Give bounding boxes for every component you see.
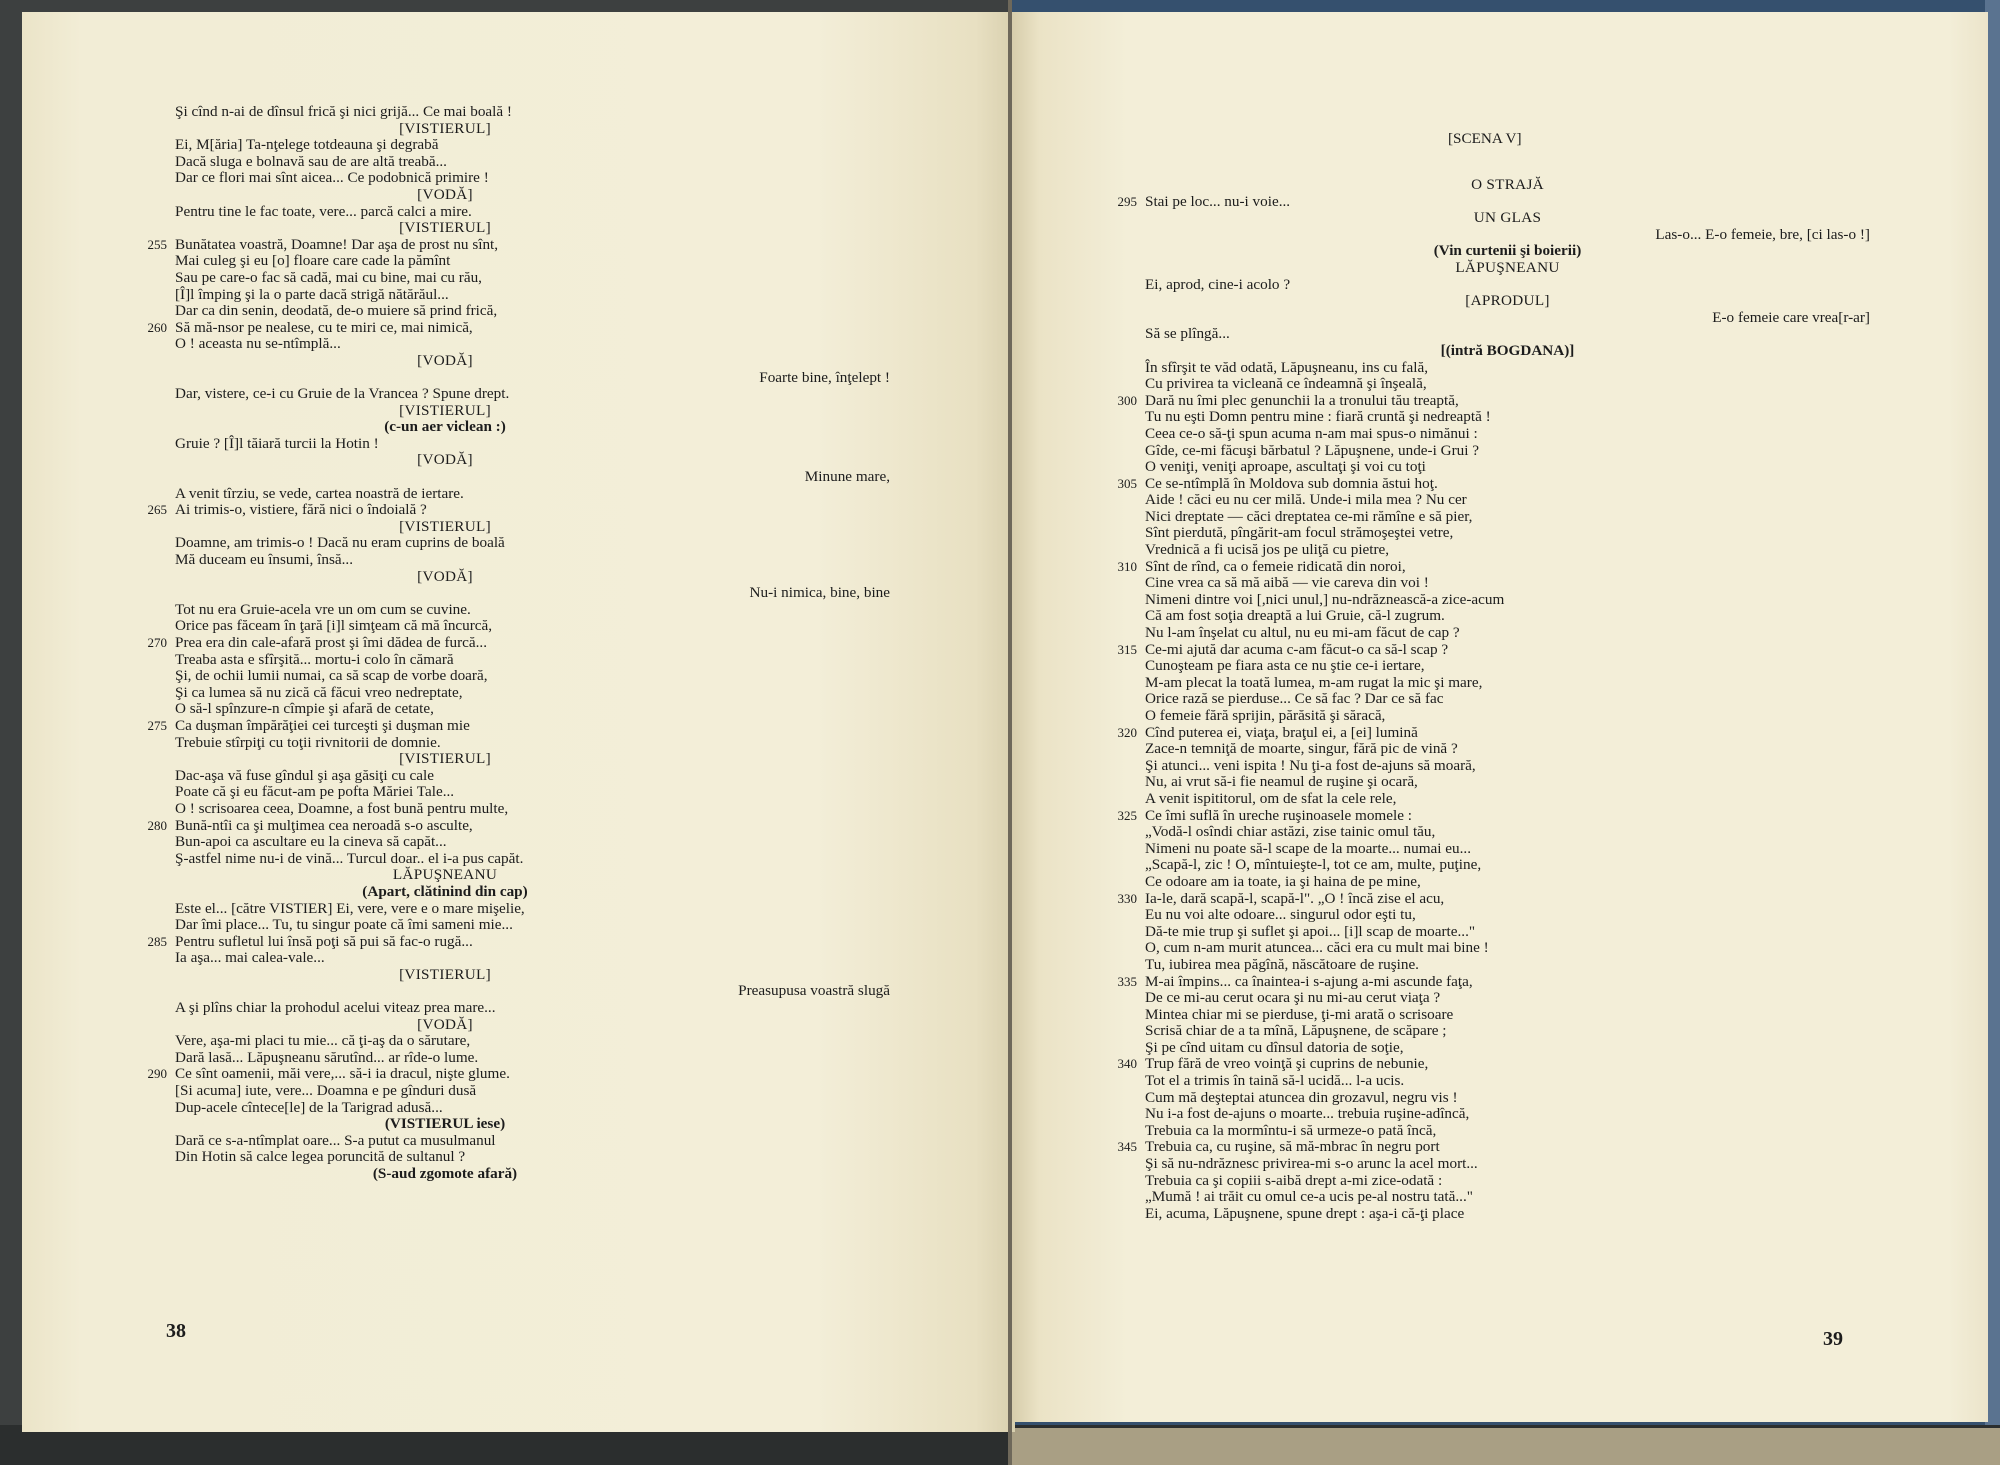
verse-line	[147, 318, 715, 337]
line-text: Scrisă chiar de a ta mînă, Lăpuşnene, de scăpare ;	[1145, 1022, 1447, 1040]
verse-line	[175, 851, 715, 868]
line-text: Bun-apoi ca ascultare eu la cineva să capăt...	[175, 833, 447, 851]
stage-direction	[175, 1166, 715, 1183]
verse-line	[175, 336, 715, 353]
line-text: Mă duceam eu însumi, însă...	[175, 551, 353, 569]
verse-line	[1145, 542, 1870, 559]
verse-line	[1145, 957, 1870, 974]
line-number: 285	[147, 933, 167, 949]
line-text: Tu, iubirea mea păgînă, născătoare de ruşine.	[1145, 955, 1419, 973]
line-text: Tot el a trimis în taină să-l ucidă... l-a ucis.	[1145, 1072, 1405, 1090]
line-text: O ! aceasta nu se-ntîmplă...	[175, 335, 341, 353]
line-number: 305	[1117, 475, 1137, 491]
verse-line	[1145, 1090, 1870, 1107]
verse-line	[1145, 625, 1870, 642]
line-text: LĂPUŞNEANU	[1455, 258, 1560, 276]
verse-line	[175, 204, 715, 221]
line-text: Nimeni dintre voi [,nici unul,] nu-ndrăznească-a zice-acum	[1145, 590, 1505, 608]
line-text: Dară lasă... Lăpuşneanu sărutînd... ar rîde-o lume.	[175, 1048, 479, 1066]
line-text: A şi plîns chiar la prohodul acelui viteaz prea mare...	[175, 999, 496, 1017]
line-text: Ceea ce-o să-ţi spun acuma n-am mai spus-o nimănui :	[1145, 424, 1478, 442]
verse-line	[175, 287, 715, 304]
line-text: Nimeni nu poate să-l scape de la moarte... numai eu...	[1145, 839, 1471, 857]
line-text: Şi cînd n-ai de dînsul frică şi nici grijă... Ce mai boală !	[175, 103, 512, 120]
line-text: Dară nu îmi plec genunchii la a tronului tău treaptă,	[1145, 391, 1459, 409]
line-text: (Apart, clătinind din cap)	[362, 882, 528, 900]
line-text: Treaba asta e sfîrşită... mortu-i colo în cămară	[175, 650, 454, 668]
line-text: [VISTIERUL]	[399, 517, 491, 535]
line-text: Bună-ntîi ca şi mulţimea cea neroadă s-o asculte,	[175, 816, 473, 834]
verse-line	[175, 917, 715, 934]
line-text: Poate că şi eu făcut-am pe pofta Măriei Tale...	[175, 783, 455, 801]
verse-line	[175, 652, 715, 669]
speaker-label	[175, 751, 715, 768]
verse-line	[175, 469, 890, 486]
verse-line	[1145, 1040, 1870, 1057]
speaker-label	[1145, 210, 1870, 227]
verse-line	[1117, 640, 1870, 659]
verse-line	[1117, 557, 1870, 576]
verse-line	[175, 1133, 715, 1150]
line-text: [VODĂ]	[417, 185, 473, 203]
verse-line	[1117, 391, 1870, 410]
verse-line	[175, 685, 715, 702]
verse-line	[175, 154, 715, 171]
line-text: Ce-mi ajută dar acuma c-am făcut-o ca să-l scap ?	[1145, 640, 1449, 658]
line-text: Dar ca din senin, deodată, de-o muiere să prind frică,	[175, 302, 498, 320]
line-text: „Vodă-l osîndi chiar astăzi, zise tainic omul tău,	[1145, 823, 1436, 841]
verse-line	[1145, 691, 1870, 708]
line-text: „Scapă-l, zic ! O, mîntuieşte-l, tot ce am, multe, puţine,	[1145, 856, 1482, 874]
line-number: 275	[147, 717, 167, 733]
line-text: Aide ! căci eu nu cer milă. Unde-i mila mea ? Nu cer	[1145, 491, 1467, 509]
line-number: 310	[1117, 558, 1137, 574]
verse-line	[1117, 474, 1870, 493]
verse-line	[175, 1050, 715, 1067]
line-text: Trebuia ca la mormîntu-i să urmeze-o pată încă,	[1145, 1121, 1437, 1139]
verse-line	[175, 701, 715, 718]
line-text: Bunătatea voastră, Doamne! Dar aşa de prost nu sînt,	[175, 235, 499, 253]
verse-line	[1117, 723, 1870, 742]
line-text: [(intră BOGDANA)]	[1440, 341, 1575, 359]
line-text: Nu-i nimica, bine, bine	[749, 584, 890, 602]
verse-line	[1145, 1156, 1870, 1173]
verse-line	[175, 535, 715, 552]
scene-heading: [SCENA V]	[1448, 130, 1522, 147]
verse-line	[1117, 806, 1870, 825]
line-text: Cînd puterea ei, viaţa, braţul ei, a [ei] lumină	[1145, 723, 1418, 741]
verse-line	[1145, 1189, 1870, 1206]
verse-line	[175, 303, 715, 320]
page-number-left: 38	[166, 1320, 186, 1342]
verse-line	[1145, 376, 1870, 393]
line-text: LĂPUŞNEANU	[392, 866, 498, 884]
line-text: Trebuia ca şi copiii s-aibă drept a-mi zice-odată :	[1145, 1171, 1443, 1189]
line-text: Las-o... E-o femeie, bre, [ci las-o !]	[1655, 225, 1870, 243]
verse-line	[1145, 575, 1870, 592]
line-text: Vere, aşa-mi placi tu mie... că ţi-aş da o sărutare,	[175, 1032, 471, 1050]
verse-line	[1145, 277, 1870, 294]
line-text: Dă-te mie trup şi suflet şi apoi... [i]l scap de moarte..."	[1145, 922, 1476, 940]
stage-direction	[175, 1116, 715, 1133]
line-text: A venit tîrziu, se vede, cartea noastră de iertare.	[175, 484, 464, 502]
verse-line	[1145, 907, 1870, 924]
verse-line	[175, 901, 715, 918]
verse-line	[1145, 443, 1870, 460]
line-number: 270	[147, 635, 167, 650]
verse-line	[1117, 972, 1870, 991]
line-text: Şi pe cînd uitam cu dînsul datoria de soţie,	[1145, 1038, 1404, 1056]
verse-line	[175, 104, 715, 121]
speaker-label	[175, 121, 715, 138]
verse-line	[1145, 940, 1870, 957]
line-text: În sfîrşit te văd odată, Lăpuşneanu, ins cu fală,	[1145, 358, 1428, 376]
verse-line	[175, 834, 715, 851]
line-text: [VISTIERUL]	[399, 119, 491, 137]
line-text: Doamne, am trimis-o ! Dacă nu eram cuprins de boală	[175, 534, 505, 552]
line-number: 300	[1117, 392, 1137, 408]
line-text: Ce sînt oamenii, măi vere,... să-i ia dracul, nişte glume.	[175, 1065, 510, 1083]
line-text: Să se plîngă...	[1145, 325, 1230, 343]
line-text: Nu i-a fost de-ajuns o moarte... trebuia ruşine-adîncă,	[1145, 1105, 1470, 1123]
line-text: Gruie ? [Î]l tăiară turcii la Hotin !	[175, 434, 379, 452]
line-text: Nu l-am înşelat cu altul, nu eu mi-am făcut de cap ?	[1145, 624, 1460, 642]
stage-direction	[1145, 243, 1870, 260]
verse-line	[147, 1065, 715, 1083]
verse-line	[175, 370, 890, 387]
speaker-label	[175, 187, 715, 204]
page-number-right: 39	[1823, 1328, 1843, 1350]
verse-line	[1145, 708, 1870, 725]
line-text: Mintea chiar mi se pierduse, ţi-mi arată o scrisoare	[1145, 1005, 1454, 1023]
verse-line	[175, 270, 715, 287]
verse-line	[1145, 824, 1870, 841]
line-text: UN GLAS	[1473, 209, 1542, 227]
verse-line	[1145, 459, 1870, 476]
line-number: 345	[1117, 1139, 1137, 1155]
line-text: Şi, de ochii lumii numai, ca să scap de vorbe doară,	[175, 667, 488, 685]
verse-line	[1145, 326, 1870, 343]
line-text: [VISTIERUL]	[399, 750, 491, 768]
line-text: Dar, vistere, ce-i cu Gruie de la Vrancea ? Spune drept.	[175, 385, 510, 403]
line-text: Să mă-nsor pe nealese, cu te miri ce, mai nimică,	[175, 318, 473, 336]
line-text: E-o femeie care vrea[r-ar]	[1712, 308, 1870, 326]
verse-line	[175, 801, 715, 818]
line-number: 330	[1117, 890, 1137, 906]
verse-line	[175, 386, 715, 403]
left-page-text	[147, 103, 890, 1183]
verse-line	[1145, 1173, 1870, 1190]
line-number: 325	[1117, 807, 1137, 823]
verse-line	[1145, 1106, 1870, 1123]
line-text: Gîde, ce-mi făcuşi bărbatul ? Lăpuşnene, unde-i Grui ?	[1145, 441, 1479, 459]
verse-line	[175, 1149, 715, 1166]
verse-line	[1145, 791, 1870, 808]
speaker-label	[175, 519, 715, 536]
speaker-label	[175, 353, 715, 370]
line-number: 315	[1117, 641, 1137, 657]
line-text: Dup-acele cîntece[le] de la Tarigrad adusă...	[175, 1098, 443, 1116]
line-text: Trup fără de vreo voinţă şi cuprins de nebunie,	[1145, 1055, 1429, 1073]
line-text: Ce se-ntîmplă în Moldova sub domnia ăstui hoţ.	[1145, 474, 1438, 492]
line-number: 295	[1117, 193, 1137, 209]
line-text: Nici dreptate — căci dreptatea ce-mi rămîne e să pier,	[1145, 507, 1473, 525]
line-text: Ce odoare am ia toate, ia şi haina de pe mine,	[1145, 872, 1421, 890]
line-text: Ia-le, dară scapă-l, scapă-l". „O ! încă zise el acu,	[1145, 889, 1445, 907]
line-text: Ei, aprod, cine-i acolo ?	[1145, 275, 1291, 293]
verse-line	[175, 668, 715, 685]
page-edges	[1010, 1428, 2000, 1465]
line-number: 260	[147, 319, 167, 335]
line-text: Trebuie stîrpiţi cu toţii rivnitorii de domnie.	[175, 733, 441, 751]
line-text: De ce mi-au cerut ocara şi nu mi-au cerut viaţa ?	[1145, 989, 1441, 1007]
line-text: O veniţi, veniţi aproape, ascultaţi şi voi cu toţi	[1145, 458, 1426, 476]
line-text: Dar îmi place... Tu, tu singur poate că îmi sameni mie...	[175, 916, 513, 934]
verse-line	[147, 235, 715, 254]
line-text: Prea era din cale-afară prost şi îmi dădea de furcă...	[175, 634, 488, 651]
verse-line	[147, 716, 715, 735]
verse-line	[175, 950, 715, 967]
speaker-label	[1145, 177, 1870, 194]
stage-direction	[175, 884, 715, 901]
line-text: Şi să nu-ndrăznesc privirea-mi s-o arunc la acel mort...	[1145, 1155, 1478, 1173]
line-text: (Vin curtenii şi boierii)	[1433, 242, 1582, 260]
line-text: Orice pas făceam în ţară [i]l simţeam că mă încurcă,	[175, 617, 493, 635]
line-text: O femeie fără sprijin, părăsită şi săracă,	[1145, 707, 1386, 724]
verse-line	[175, 585, 890, 602]
line-text: Ei, acuma, Lăpuşnene, spune drept : aşa-i că-ţi place	[1145, 1204, 1465, 1222]
speaker-label	[175, 452, 715, 469]
line-text: [APRODUL]	[1465, 292, 1550, 310]
line-text: A venit ispititorul, om de sfat la cele rele,	[1145, 789, 1397, 807]
line-text: Cunoşteam pe fiara asta ce nu ştie ce-i iertare,	[1145, 657, 1425, 675]
line-number: 265	[147, 502, 167, 518]
verse-line	[1145, 1073, 1870, 1090]
line-text: Că am fost soţia dreaptă a lui Gruie, că-l zugrum.	[1145, 607, 1445, 625]
verse-line	[1145, 310, 1870, 327]
verse-line	[175, 486, 715, 503]
verse-line	[147, 932, 715, 951]
line-text: Cine vrea ca să mă aibă — vie careva din voi !	[1145, 574, 1429, 592]
line-number: 320	[1117, 724, 1137, 740]
line-text: Mai culeg şi eu [o] floare care cade la pămînt	[175, 252, 451, 270]
line-text: „Mumă ! ai trăit cu omul ce-a ucis pe-al nostru tată..."	[1145, 1188, 1473, 1206]
line-text: [VISTIERUL]	[399, 965, 491, 983]
verse-line	[1145, 492, 1870, 509]
line-text: Şi atunci... veni ispita ! Nu ţi-a fost de-ajuns să moară,	[1145, 756, 1476, 774]
line-text: Şi ca lumea să nu zică că făcui vreo nedreptate,	[175, 683, 463, 701]
verse-line	[175, 1033, 715, 1050]
verse-line	[175, 552, 715, 569]
line-text: Dac-aşa vă fuse gîndul şi aşa găsiţi cu cale	[175, 766, 434, 784]
line-text: (S-aud zgomote afară)	[372, 1165, 518, 1182]
line-text: Este el... [către VISTIER] Ei, vere, vere e o mare mişelie,	[175, 899, 525, 917]
line-text: Cum mă deşteptai atuncea din grozavul, negru vis !	[1145, 1088, 1458, 1106]
book-gutter	[1008, 0, 1012, 1465]
verse-line	[1145, 658, 1870, 675]
line-text: O STRAJĂ	[1471, 176, 1544, 193]
stage-direction	[1145, 343, 1870, 360]
line-text: Sînt pierdută, pîngărit-am focul strămoşeştei vetre,	[1145, 524, 1454, 542]
verse-line	[175, 137, 715, 154]
verse-line	[1145, 525, 1870, 542]
line-text: (c-un aer viclean :)	[384, 418, 506, 436]
line-text: Dar ce flori mai sînt aicea... Ce podobnică primire !	[175, 169, 489, 187]
verse-line	[1145, 1206, 1870, 1223]
line-text: Pentru tine le fac toate, vere... parcă calci a mire.	[175, 202, 472, 220]
line-text: (VISTIERUL iese)	[384, 1115, 506, 1133]
verse-line	[1145, 924, 1870, 941]
line-text: [VODĂ]	[417, 351, 473, 369]
verse-line	[1145, 409, 1870, 426]
verse-line	[1145, 1123, 1870, 1140]
line-text: [VODĂ]	[417, 567, 473, 585]
line-text: [VODĂ]	[417, 451, 473, 469]
verse-line	[1145, 608, 1870, 625]
speaker-label	[175, 403, 715, 420]
line-text: O să-l spînzure-n cîmpie şi afară de cetate,	[175, 700, 434, 718]
verse-line	[147, 501, 715, 519]
line-number: 335	[1117, 973, 1137, 989]
verse-line	[175, 1083, 715, 1100]
verse-line	[1145, 509, 1870, 526]
verse-line	[1145, 741, 1870, 758]
verse-line	[1145, 874, 1870, 891]
speaker-label	[175, 1017, 715, 1034]
line-text: Tot nu era Gruie-acela vre un om cum se cuvine.	[175, 600, 471, 618]
stage-direction	[175, 419, 715, 436]
line-number: 340	[1117, 1056, 1137, 1072]
speaker-label	[1145, 260, 1870, 277]
line-text: Ei, M[ăria] Ta-nţelege totdeauna şi degrabă	[175, 136, 439, 154]
verse-line	[175, 618, 715, 635]
verse-line	[175, 1000, 715, 1017]
line-text: [Si acuma] iute, vere... Doamna e pe gînduri dusă	[175, 1082, 477, 1100]
line-text: Trebuia ca, cu ruşine, să mă-mbrac în negru port	[1145, 1138, 1440, 1156]
speaker-label	[175, 220, 715, 237]
verse-line	[175, 768, 715, 785]
verse-line	[175, 735, 715, 752]
verse-line	[1145, 592, 1870, 609]
verse-line	[147, 816, 715, 835]
line-text: Orice rază se pierduse... Ce să fac ? Dar ce să fac	[1145, 690, 1444, 708]
verse-line	[1145, 227, 1870, 244]
line-text: Foarte bine, înţelept !	[759, 368, 890, 386]
line-text: Ia aşa... mai calea-vale...	[175, 949, 325, 967]
line-text: M-am plecat la toată lumea, m-am rugat la mic şi mare,	[1145, 673, 1483, 691]
line-text: M-ai împins... ca înaintea-i s-ajung a-mi ascunde faţa,	[1145, 972, 1473, 990]
line-text: Tu nu eşti Domn pentru mine : fiară cruntă şi nedreaptă !	[1145, 408, 1491, 426]
verse-line	[1117, 192, 1870, 211]
line-text: O ! scrisoarea ceea, Doamne, a fost bună pentru multe,	[175, 799, 509, 817]
line-text: Cu privirea ta vicleană ce îndeamnă şi înşeală,	[1145, 375, 1427, 393]
verse-line	[1117, 1138, 1870, 1156]
line-number: 280	[147, 817, 167, 833]
verse-line	[1145, 1007, 1870, 1024]
line-text: Ce îmi suflă în ureche ruşinoasele momele :	[1145, 806, 1412, 824]
speaker-label	[1145, 293, 1870, 310]
verse-line	[175, 983, 890, 1000]
verse-line	[1117, 1055, 1870, 1073]
line-text: O, cum n-am murit atuncea... căci era cu mult mai bine !	[1145, 939, 1489, 957]
line-text: Sau pe care-o fac să cadă, mai cu bine, mai cu rău,	[175, 268, 482, 286]
verse-line	[1145, 675, 1870, 692]
verse-line	[175, 253, 715, 270]
line-text: [VISTIERUL]	[399, 219, 491, 237]
verse-line	[1145, 1023, 1870, 1040]
verse-line	[1145, 758, 1870, 775]
line-text: [VISTIERUL]	[399, 401, 491, 419]
line-text: Zace-n temniţă de moarte, singur, fără pic de vină ?	[1145, 740, 1458, 758]
line-text: Ai trimis-o, vistiere, fără nici o îndoială ?	[175, 501, 427, 519]
verse-line	[1145, 360, 1870, 377]
line-text: [Î]l împing şi la o parte dacă strigă nătărăul...	[175, 285, 449, 303]
line-text: Minune mare,	[804, 468, 890, 486]
line-text: Pentru sufletul lui însă poţi să pui să fac-o rugă...	[175, 932, 473, 950]
verse-line	[1145, 841, 1870, 858]
speaker-label	[175, 867, 715, 884]
line-text: Vrednică a fi ucisă jos pe uliţă cu pietre,	[1145, 541, 1390, 559]
verse-line	[175, 784, 715, 801]
line-text: Eu nu voi alte odoare... singurul odor eşti tu,	[1145, 906, 1416, 924]
verse-line	[1145, 774, 1870, 791]
verse-line	[175, 436, 715, 453]
verse-line	[1145, 857, 1870, 874]
verse-line	[175, 602, 715, 619]
line-number: 290	[147, 1066, 167, 1082]
line-text: Sînt de rînd, ca o femeie ridicată din noroi,	[1145, 557, 1406, 575]
verse-line	[175, 1100, 715, 1117]
line-text: Preasupusa voastră slugă	[738, 982, 890, 1000]
verse-line	[1145, 426, 1870, 443]
verse-line	[175, 170, 715, 187]
verse-line	[1145, 990, 1870, 1007]
line-text: Stai pe loc... nu-i voie...	[1145, 192, 1291, 210]
line-text: Dacă sluga e bolnavă sau de are altă treabă...	[175, 152, 447, 170]
line-text: Ş-astfel nime nu-i de vină... Turcul doar.. el i-a pus capăt.	[175, 849, 524, 867]
speaker-label	[175, 967, 715, 984]
right-page-text	[1117, 176, 1870, 1222]
line-text: Dară ce s-a-ntîmplat oare... S-a putut ca musulmanul	[175, 1131, 496, 1149]
verse-line	[1117, 889, 1870, 908]
line-text: Din Hotin să calce legea poruncită de sultanul ?	[175, 1148, 466, 1166]
line-text: Ca duşman împărăţiei cei turceşti şi duşman mie	[175, 716, 470, 734]
line-number: 255	[147, 236, 167, 252]
verse-line	[147, 634, 715, 652]
line-text: Nu, ai vrut să-i fie neamul de ruşine şi ocară,	[1145, 773, 1418, 791]
speaker-label	[175, 569, 715, 586]
line-text: [VODĂ]	[417, 1015, 473, 1033]
